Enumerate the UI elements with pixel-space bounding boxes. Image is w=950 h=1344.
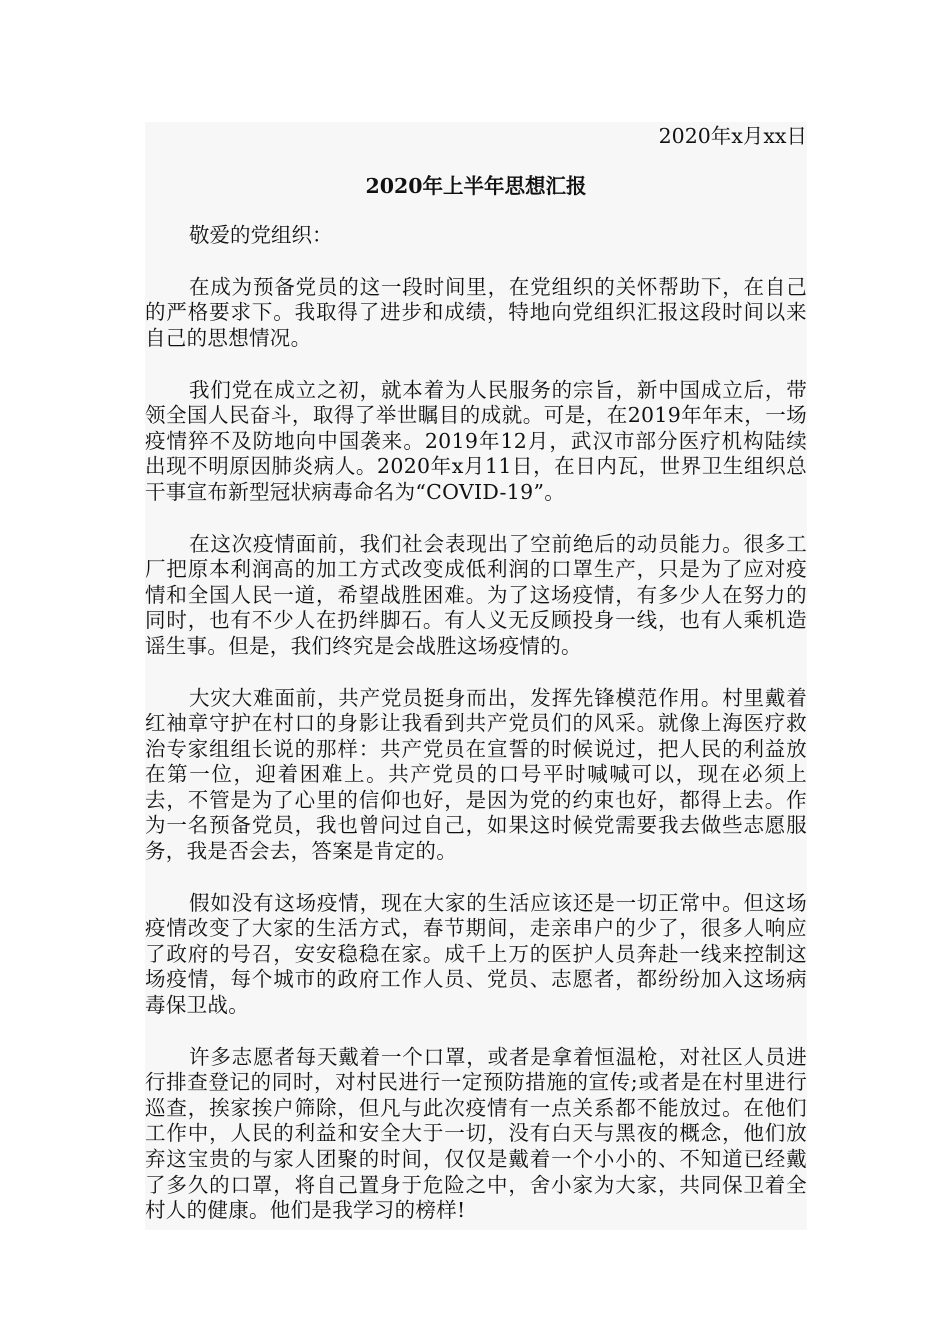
paragraph-2: 我们党在成立之初，就本着为人民服务的宗旨，新中国成立后，带领全国人民奋斗，取得了举世瞩目的成就。可是，在2019年年末，一场疫情猝不及防地向中国袭来。2019年12月，武汉市部分医疗机构陆续出现不明原因肺炎病人。2020年x月11日，在日内瓦，世界卫生组织总干事宣布新型冠状病毒命名为“COVID-19”。 bbox=[145, 377, 807, 504]
report-date: 2020年x月xx日 bbox=[658, 124, 807, 148]
paragraph-1: 在成为预备党员的这一段时间里，在党组织的关怀帮助下，在自己的严格要求下。我取得了进步和成绩，特地向党组织汇报这段时间以来自己的思想情况。 bbox=[145, 274, 807, 350]
document-body bbox=[145, 122, 807, 1230]
salutation: 敬爱的党组织： bbox=[189, 223, 333, 248]
paragraph-6: 许多志愿者每天戴着一个口罩，或者是拿着恒温枪，对社区人员进行排查登记的同时，对村民进行一定预防措施的宣传;或者是在村里进行巡查，挨家挨户筛除，但凡与此次疫情有一点关系都不能放过。在他们工作中，人民的利益和安全大于一切，没有白天与黑夜的概念，他们放弃这宝贵的与家人团聚的时间，仅仅是戴着一个小小的、不知道已经戴了多久的口罩，将自己置身于危险之中，舍小家为大家，共同保卫着全村人的健康。他们是我学习的榜样! bbox=[145, 1044, 807, 1223]
document-title: 2020年上半年思想汇报 bbox=[365, 173, 587, 198]
paragraph-3: 在这次疫情面前，我们社会表现出了空前绝后的动员能力。很多工厂把原本利润高的加工方式改变成低利润的口罩生产，只是为了应对疫情和全国人民一道，希望战胜困难。为了这场疫情，有多少人在努力的同时，也有不少人在扔绊脚石。有人义无反顾投身一线，也有人乘机造谣生事。但是，我们终究是会战胜这场疫情的。 bbox=[145, 531, 807, 658]
paragraph-5: 假如没有这场疫情，现在大家的生活应该还是一切正常中。但这场疫情改变了大家的生活方式，春节期间，走亲串户的少了，很多人响应了政府的号召，安安稳稳在家。成千上万的医护人员奔赴一线来控制这场疫情，每个城市的政府工作人员、党员、志愿者，都纷纷加入这场病毒保卫战。 bbox=[145, 890, 807, 1018]
paragraph-4: 大灾大难面前，共产党员挺身而出，发挥先锋模范作用。村里戴着红袖章守护在村口的身影让我看到共产党员们的风采。就像上海医疗救治专家组组长说的那样：共产党员在宣誓的时候说过，把人民的利益放在第一位，迎着困难上。共产党员的口号平时喊喊可以，现在必须上去，不管是为了心里的信仰也好，是因为党的约束也好，都得上去。作为一名预备党员，我也曾问过自己，如果这时候党需要我去做些志愿服务，我是否会去，答案是肯定的。 bbox=[145, 685, 807, 864]
